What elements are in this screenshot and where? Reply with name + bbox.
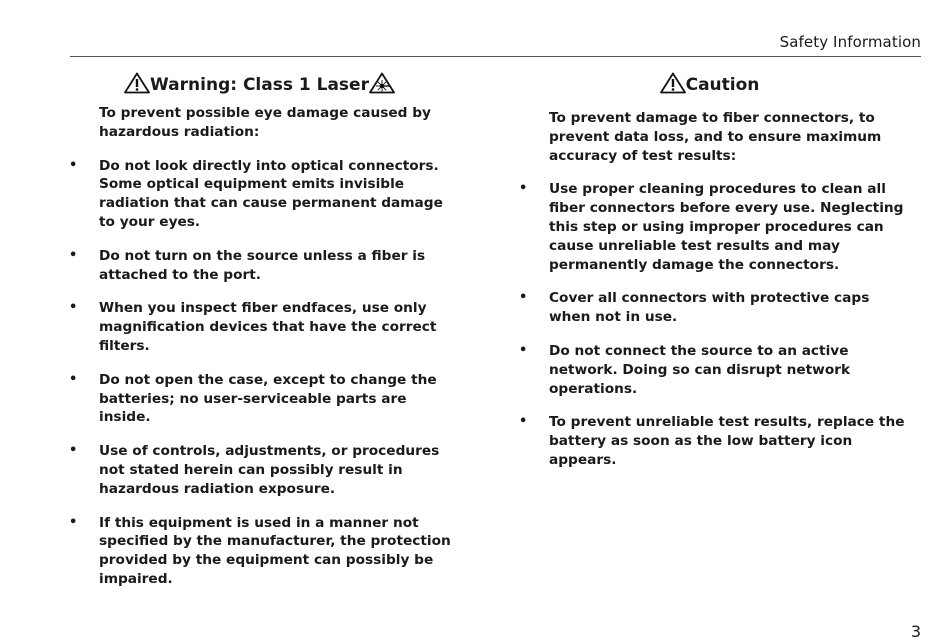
bullet: • <box>69 300 78 316</box>
laser-hazard-icon <box>369 72 395 94</box>
bullet: • <box>69 443 78 459</box>
warning-intro: To prevent possible eye damage caused by hazardous radiation: <box>99 105 431 140</box>
bullet: • <box>69 157 78 173</box>
list-item: • Use of controls, adjustments, or procedures not stated herein can possibly result in hazardous radiation exposure. <box>69 443 440 497</box>
warning-section <box>62 70 457 589</box>
bullet: • <box>519 290 528 306</box>
list-item: • Use proper cleaning procedures to clean all fiber connectors before every use. Neglecting this step or using improper procedures can cause unreliable test results and may permanently damage the connectors. <box>519 181 904 273</box>
warning-triangle-icon <box>124 72 150 94</box>
list-item: • Cover all connectors with protective caps when not in use. <box>519 290 870 326</box>
list-item: • Do not open the case, except to change the batteries; no user-serviceable parts are inside. <box>69 371 437 426</box>
bullet: • <box>69 514 78 530</box>
bullet: • <box>519 414 528 430</box>
caution-heading <box>512 70 907 100</box>
caution-title: Caution <box>685 75 760 95</box>
list-item: • Do not turn on the source unless a fiber is attached to the port. <box>69 247 426 283</box>
warning-heading <box>62 70 457 100</box>
running-header: Safety Information <box>779 33 921 51</box>
warning-list <box>62 157 457 589</box>
caution-intro: To prevent damage to fiber connectors, to prevent data loss, and to ensure maximum accuracy of test results: <box>549 110 882 164</box>
page-number: 3 <box>910 622 921 641</box>
warning-title: Warning: Class 1 Laser <box>150 75 369 95</box>
list-item: • Do not look directly into optical connectors. Some optical equipment emits invisible radiation that can cause permanent damage to your eyes. <box>69 157 443 230</box>
bullet: • <box>519 181 528 197</box>
bullet: • <box>519 342 528 358</box>
caution-section <box>512 70 907 470</box>
caution-triangle-icon <box>660 72 686 94</box>
list-item: • If this equipment is used in a manner not specified by the manufacturer, the protection provided by the equipment can possibly be impaired. <box>69 514 451 587</box>
bullet: • <box>69 247 78 263</box>
caution-list <box>512 180 907 469</box>
bullet: • <box>69 371 78 387</box>
header-divider <box>70 56 921 57</box>
list-item: • Do not connect the source to an active network. Doing so can disrupt network operations. <box>519 342 851 397</box>
list-item: • To prevent unreliable test results, replace the battery as soon as the low battery icon appears. <box>519 414 905 468</box>
list-item: • When you inspect fiber endfaces, use only magnification devices that have the correct filters. <box>69 300 437 354</box>
